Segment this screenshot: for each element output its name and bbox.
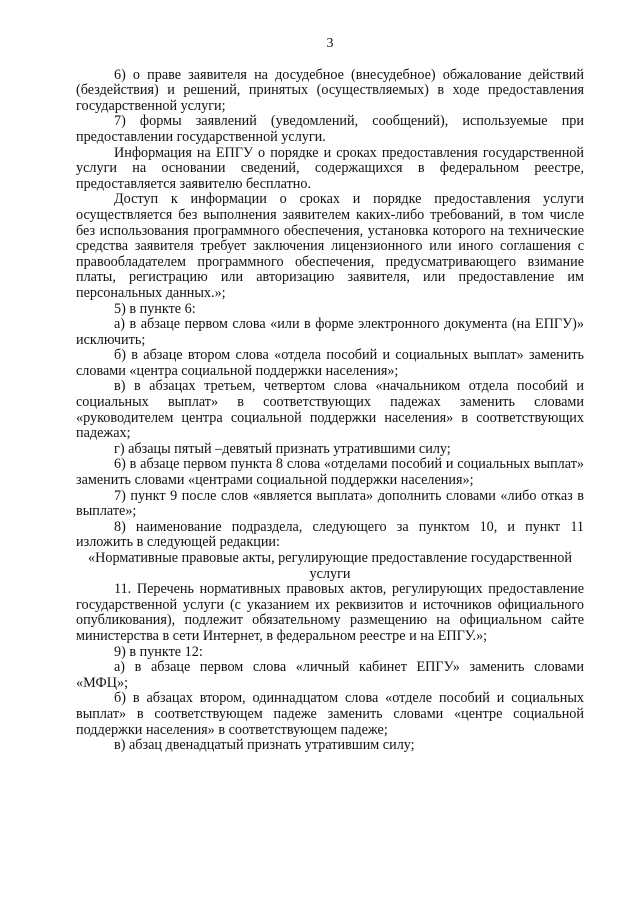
paragraph: в) абзац двенадцатый признать утратившим силу; — [114, 737, 415, 754]
paragraph: Информация на ЕПГУ о порядке и сроках предоставления государственной услуги на основании сведений, содержащихся в федеральном реестре, предоставляется заявителю бесплатно. — [76, 144, 584, 192]
paragraph: 8) наименование подраздела, следующего за пунктом 10, и пункт 11 изложить в следующей редакции: — [76, 518, 584, 551]
paragraph: в) в абзацах третьем, четвертом слова «начальником отдела пособий и социальных выплат» в соответствующих падежах заменить словами «руководителем центра социальной поддержки населения» в соответствующих падежах; — [76, 378, 584, 442]
page-number: 3 — [326, 36, 334, 51]
paragraph: 7) формы заявлений (уведомлений, сообщений), используемые при предоставлении государственной услуги. — [76, 113, 584, 145]
paragraph: 6) о праве заявителя на досудебное (внесудебное) обжалование действий (бездействия) и решений, принятых (осуществляемых) в ходе предоставления государственной услуги; — [76, 66, 584, 114]
paragraph: 6) в абзаце первом пункта 8 слова «отделами пособий и социальных выплат» заменить словами «центрами социальной поддержки населения»; — [76, 456, 584, 489]
paragraph: б) в абзаце втором слова «отдела пособий и социальных выплат» заменить словами «центра социальной поддержки населения»; — [76, 347, 584, 379]
paragraph: Доступ к информации о сроках и порядке предоставления услуги осуществляется без выполнения заявителем каких-либо требований, в том числе без использования программного обеспечения, установка которого на технические средства заявителя требует заключения лицензионного или иного соглашения с правообладателем программного обеспечения, предусматривающего взимание платы, регистрацию или авторизацию заявителя, или предоставление им персональных данных.»; — [76, 191, 584, 301]
paragraph: г) абзацы пятый –девятый признать утратившими силу; — [114, 440, 451, 457]
subsection-heading: «Нормативные правовые акты, регулирующие предоставление государственной услуги — [88, 550, 572, 582]
paragraph: 9) в пункте 12: — [114, 643, 203, 660]
paragraph: а) в абзаце первом слова «или в форме электронного документа (на ЕПГУ)» исключить; — [76, 316, 584, 348]
paragraph: а) в абзаце первом слова «личный кабинет ЕПГУ» заменить словами «МФЦ»; — [76, 659, 584, 691]
paragraph: 7) пункт 9 после слов «является выплата» дополнить словами «либо отказ в выплате»; — [76, 487, 584, 520]
paragraph: 11. Перечень нормативных правовых актов, регулирующих предоставление государственной услуги (с указанием их реквизитов и источников официального опубликования), подлежит обязательному размещению на официальном сайте министерства в сети Интернет, в федеральном реестре и на ЕПГУ.»; — [76, 581, 584, 644]
paragraph: б) в абзацах втором, одиннадцатом слова «отделе пособий и социальных выплат» в соответствующем падеже заменить словами «центре социальной поддержки населения» в соответствующем падеже; — [76, 690, 584, 738]
paragraph: 5) в пункте 6: — [114, 300, 196, 317]
